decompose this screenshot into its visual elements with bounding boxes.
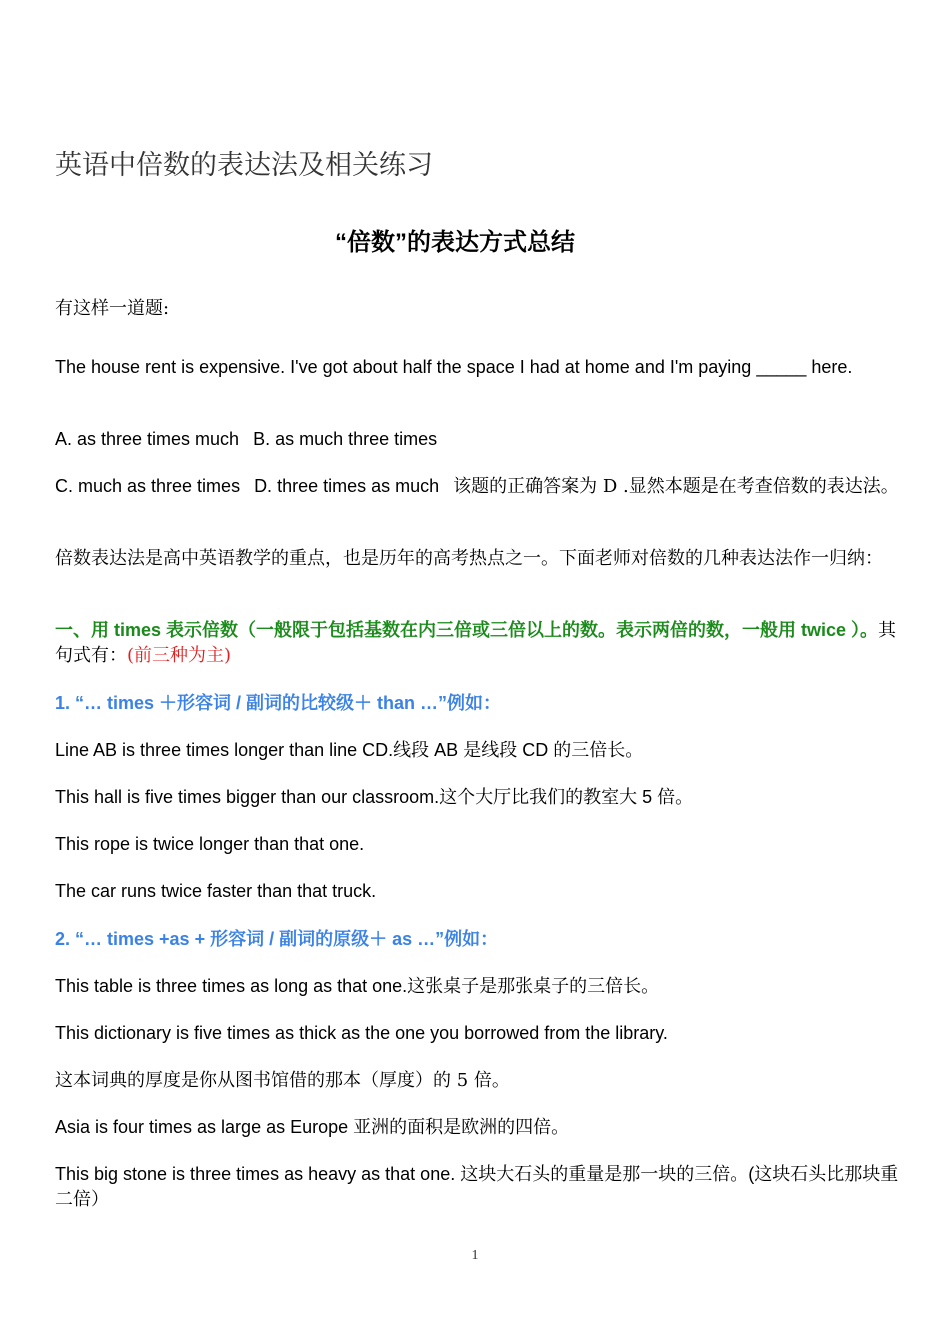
pattern2-example: Asia is four times as large as Europe 亚洲的面积是欧洲的四倍。 (55, 1117, 570, 1137)
section1-heading (55, 618, 900, 668)
options-row-ab (55, 427, 900, 452)
section-subtitle: “倍数”的表达方式总结 (335, 229, 575, 256)
option-c: C. much as three times (55, 476, 241, 496)
section1-heading-text: 一、用 times 表示倍数（一般限于包括基数在内三倍或三倍以上的数。表示两倍的数，一般用 twice ）。 (55, 620, 879, 640)
pattern2-example: This big stone is three times as heavy as that one. 这块大石头的重量是那一块的三倍。(这块石头比那块重二倍） (55, 1164, 899, 1209)
option-d: D. three times as much (254, 476, 440, 496)
question-text: The house rent is expensive. I've got about half the space I had at home and I'm paying _____ here. (55, 357, 853, 377)
pattern2-heading: 2. “… times +as + 形容词 / 副词的原级＋ as …”例如： (55, 929, 499, 949)
pattern2-example: This dictionary is five times as thick as the one you borrowed from the library. (55, 1023, 668, 1043)
pattern1-heading: 1. “… times ＋形容词 / 副词的比较级＋ than …”例如： (55, 693, 502, 713)
pattern1-example: This rope is twice longer than that one. (55, 834, 365, 854)
option-b: B. as much three times (253, 429, 438, 449)
options-row-cd (55, 474, 900, 499)
page-number: 1 (471, 1248, 479, 1263)
intro-text: 有这样一道题: (55, 298, 170, 319)
document-title: 英语中倍数的表达法及相关练习 (55, 150, 433, 181)
pattern1-example: The car runs twice faster than that truck. (55, 881, 377, 901)
pattern1-example: This hall is five times bigger than our classroom.这个大厅比我们的教室大 5 倍。 (55, 787, 694, 807)
pattern2-example: This table is three times as long as that one.这张桌子是那张桌子的三倍长。 (55, 976, 660, 996)
overview-text: 倍数表达法是高中英语教学的重点，也是历年的高考热点之一。下面老师对倍数的几种表达法作一归纳： (55, 548, 883, 569)
answer-note: 该题的正确答案为 D .显然本题是在考查倍数的表达法。 (453, 476, 899, 497)
pattern1-example: Line AB is three times longer than line CD.线段 AB 是线段 CD 的三倍长。 (55, 740, 644, 760)
pattern2-example: 这本词典的厚度是你从图书馆借的那本（厚度）的 5 倍。 (55, 1070, 510, 1091)
section1-note: (前三种为主) (127, 645, 232, 666)
section1-tail: 其句式有： (55, 620, 897, 666)
option-a: A. as three times much (55, 429, 240, 449)
